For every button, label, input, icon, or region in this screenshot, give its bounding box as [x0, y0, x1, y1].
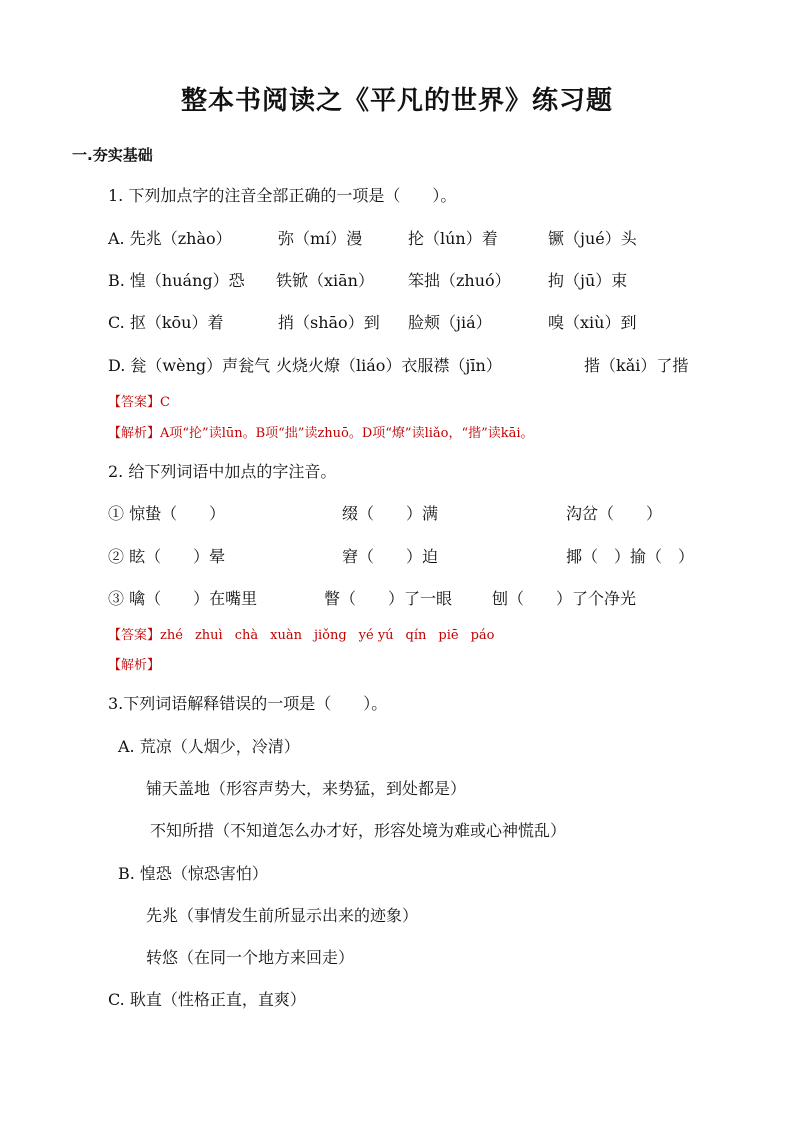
row-1-item-1: ① 惊蛰（ ）: [108, 504, 226, 523]
answer-value: C: [160, 395, 170, 410]
question-3-option-a-line-1: A. 荒凉（人烟少，冷清）: [118, 737, 300, 756]
option-a-item-4: 镢（jué）头: [548, 229, 637, 248]
answer-pinyin: zhé: [160, 628, 183, 643]
option-d-item-1: D. 瓮（wèng）声瓮气: [108, 356, 271, 375]
answer-pinyin: jiǒng: [313, 628, 347, 643]
option-a-item-1: A. 先兆（zhào）: [108, 229, 232, 248]
section-heading: 一.夯实基础: [72, 146, 153, 164]
question-3-option-b-line-1: B. 惶恐（惊恐害怕）: [118, 864, 268, 883]
option-d-item-2: 火烧火燎（liáo）衣服襟（jīn）: [276, 356, 502, 375]
option-b-item-1: B. 惶（huáng）恐: [108, 271, 245, 290]
question-3-option-b-line-3: 转悠（在同一个地方来回走）: [146, 948, 355, 967]
analysis-text: A项“抡”读lūn。B项“拙”读zhuō。D项“燎”读liǎo，“揩”读kāi。: [160, 426, 534, 441]
answer-pinyin: yé yú: [358, 628, 394, 643]
answer-pinyin: xuàn: [270, 628, 302, 643]
question-1-analysis: [108, 425, 534, 443]
option-a-item-3: 抡（lún）着: [408, 229, 498, 248]
option-d-item-3: 揩（kǎi）了揩: [584, 356, 689, 375]
answer-pinyin: páo: [470, 628, 495, 643]
option-b-item-2: 铁锨（xiān）: [276, 271, 374, 290]
answer-pinyin: chà: [234, 628, 259, 643]
question-3-stem: 3.下列词语解释错误的一项是（ ）。: [108, 694, 388, 713]
option-c-item-3: 脸颊（jiá）: [408, 313, 492, 332]
row-2-item-2: 窘（ ）迫: [342, 547, 439, 566]
analysis-label: 【解析】: [108, 426, 161, 441]
question-2-answer: [108, 627, 507, 645]
answer-pinyin: qín: [405, 628, 427, 643]
page-title: 整本书阅读之《平凡的世界》练习题: [180, 86, 613, 116]
answer-label: 【答案】: [108, 628, 161, 643]
question-1-answer: [108, 394, 170, 412]
row-1-item-2: 缀（ ）满: [342, 504, 439, 523]
answer-label: 【答案】: [108, 395, 161, 410]
question-1-stem: 1. 下列加点字的注音全部正确的一项是（ ）。: [108, 186, 457, 205]
option-b-item-4: 拘（jū）束: [548, 271, 628, 290]
option-c-item-2: 捎（shāo）到: [278, 313, 380, 332]
question-2-stem: 2. 给下列词语中加点的字注音。: [108, 462, 337, 481]
row-3-item-1: ③ 噙（ ）在嘴里: [108, 589, 258, 608]
row-1-item-3: 沟岔（ ）: [566, 504, 663, 523]
question-3-option-a-line-2: 铺天盖地（形容声势大，来势猛，到处都是）: [146, 779, 467, 798]
row-2-item-3: 揶（ ）揄（ ）: [566, 547, 695, 566]
row-2-item-1: ② 眩（ ）晕: [108, 547, 226, 566]
question-3-option-a-line-3: 不知所措（不知道怎么办才好，形容处境为难或心神慌乱）: [150, 821, 567, 840]
row-3-item-3: 刨（ ）了个净光: [492, 589, 637, 608]
question-2-analysis: [108, 657, 160, 675]
option-c-item-1: C. 抠（kōu）着: [108, 313, 224, 332]
question-3-option-c-line-1: C. 耿直（性格正直，直爽）: [108, 990, 306, 1009]
question-3-option-b-line-2: 先兆（事情发生前所显示出来的迹象）: [146, 906, 419, 925]
answer-pinyin: piē: [438, 628, 459, 643]
answer-pinyin: zhuì: [194, 628, 223, 643]
option-b-item-3: 笨拙（zhuó）: [408, 271, 511, 290]
analysis-label: 【解析】: [108, 658, 161, 673]
option-a-item-2: 弥（mí）漫: [278, 229, 363, 248]
option-c-item-4: 嗅（xiù）到: [548, 313, 637, 332]
row-3-item-2: 瞥（ ）了一眼: [324, 589, 453, 608]
